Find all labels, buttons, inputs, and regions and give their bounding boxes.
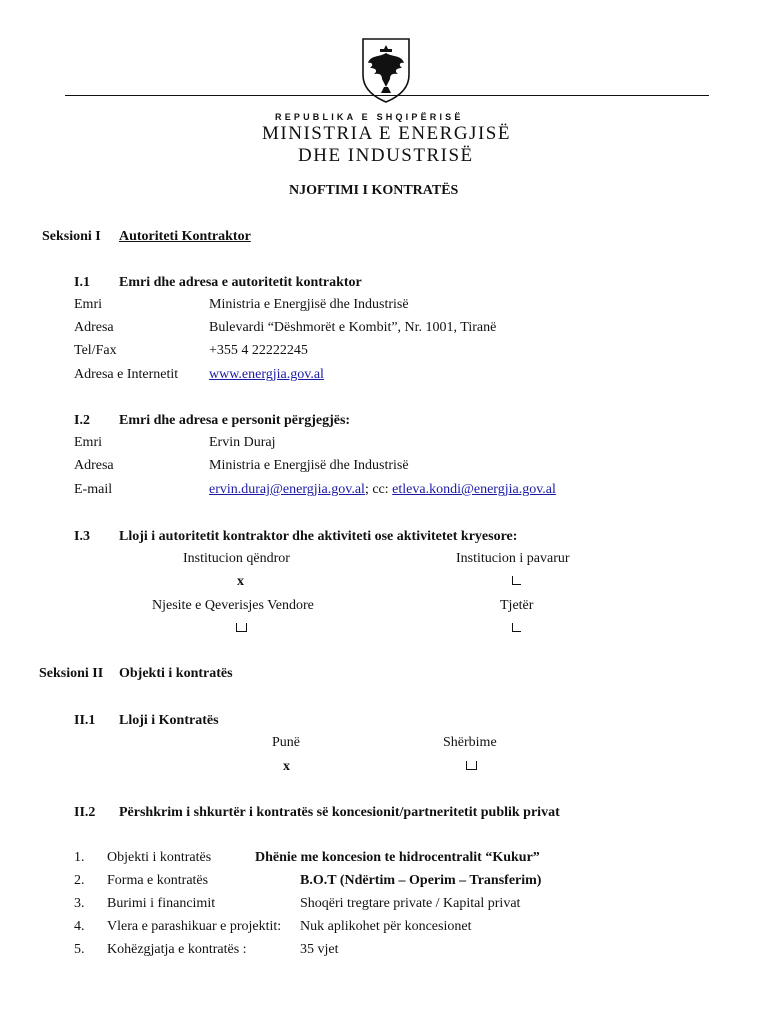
empty-checkbox-icon bbox=[512, 576, 521, 585]
ii1-option-services: Shërbime bbox=[443, 735, 497, 750]
ii1-number: II.1 bbox=[74, 713, 96, 728]
i3-number: I.3 bbox=[74, 529, 90, 544]
ministry-name-line2: DHE INDUSTRISË bbox=[298, 145, 474, 166]
i2-heading: Emri dhe adresa e personit përgjegjës: bbox=[119, 413, 351, 428]
empty-checkbox-icon bbox=[236, 623, 247, 632]
list-item-label: Forma e kontratës bbox=[107, 873, 209, 888]
cc-email-link[interactable]: etleva.kondi@energjia.gov.al bbox=[392, 482, 556, 497]
i2-email-key: E-mail bbox=[74, 482, 113, 497]
list-item-value: Shoqëri tregtare private / Kapital privat bbox=[300, 896, 521, 911]
ii1-works-checkmark: x bbox=[283, 759, 290, 774]
republic-heading: REPUBLIKA E SHQIPËRISË bbox=[275, 112, 464, 122]
email-link[interactable]: ervin.duraj@energjia.gov.al bbox=[209, 482, 365, 497]
list-item-label: Kohëzgjatja e kontratës : bbox=[107, 942, 247, 957]
i3-local-gov-checkbox[interactable] bbox=[236, 620, 247, 638]
document-title: NJOFTIMI I KONTRATËS bbox=[289, 183, 459, 198]
i1-name-value: Ministria e Energjisë dhe Industrisë bbox=[209, 297, 409, 312]
i1-number: I.1 bbox=[74, 275, 90, 290]
ii2-number: II.2 bbox=[74, 805, 96, 820]
i3-other-checkbox[interactable] bbox=[512, 620, 521, 638]
ministry-name-line1: MINISTRIA E ENERGJISË bbox=[262, 123, 511, 144]
section2-title: Objekti i kontratës bbox=[119, 666, 233, 681]
section2-label: Seksioni II bbox=[39, 666, 104, 681]
i2-address-key: Adresa bbox=[74, 458, 114, 473]
i3-central-checkmark: x bbox=[237, 574, 244, 589]
list-item-number: 4. bbox=[74, 919, 85, 934]
i2-email-row bbox=[209, 481, 556, 499]
i2-name-key: Emri bbox=[74, 435, 102, 450]
list-item-label: Objekti i kontratës bbox=[107, 850, 212, 865]
i1-telfax-key: Tel/Fax bbox=[74, 343, 117, 358]
ii1-heading: Lloji i Kontratës bbox=[119, 713, 219, 728]
website-link[interactable]: www.energjia.gov.al bbox=[209, 367, 324, 382]
i2-number: I.2 bbox=[74, 413, 90, 428]
i1-name-key: Emri bbox=[74, 297, 102, 312]
i1-heading: Emri dhe adresa e autoritetit kontraktor bbox=[119, 275, 362, 290]
i3-option-other: Tjetër bbox=[500, 598, 534, 613]
list-item-value: B.O.T (Ndërtim – Operim – Transferim) bbox=[300, 873, 542, 888]
ii1-option-works: Punë bbox=[272, 735, 300, 750]
cc-label: ; cc: bbox=[364, 482, 393, 497]
list-item-number: 1. bbox=[74, 850, 85, 865]
list-item-value: 35 vjet bbox=[300, 942, 339, 957]
empty-checkbox-icon bbox=[466, 761, 477, 770]
list-item-value: Dhënie me koncesion te hidrocentralit “Kukur” bbox=[255, 850, 540, 865]
i2-name-value: Ervin Duraj bbox=[209, 435, 276, 450]
list-item-label: Burimi i financimit bbox=[107, 896, 216, 911]
i3-option-independent: Institucion i pavarur bbox=[456, 551, 570, 566]
ii2-heading: Përshkrim i shkurtër i kontratës së koncesionit/partneritetit publik privat bbox=[119, 805, 560, 820]
i3-option-central: Institucion qëndror bbox=[183, 551, 290, 566]
empty-checkbox-icon bbox=[512, 623, 521, 632]
i3-option-local-gov: Njesite e Qeverisjes Vendore bbox=[152, 598, 314, 613]
i1-website-key: Adresa e Internetit bbox=[74, 367, 179, 382]
ii1-services-checkbox[interactable] bbox=[466, 758, 477, 776]
i2-address-value: Ministria e Energjisë dhe Industrisë bbox=[209, 458, 409, 473]
i1-address-key: Adresa bbox=[74, 320, 114, 335]
section1-label: Seksioni I bbox=[42, 229, 101, 244]
list-item-number: 5. bbox=[74, 942, 85, 957]
list-item-label: Vlera e parashikuar e projektit: bbox=[107, 919, 282, 934]
list-item-number: 3. bbox=[74, 896, 85, 911]
i1-telfax-value: +355 4 22222245 bbox=[209, 343, 308, 358]
section1-title: Autoriteti Kontraktor bbox=[119, 229, 251, 244]
i3-heading: Lloji i autoritetit kontraktor dhe aktiviteti ose aktivitetet kryesore: bbox=[119, 529, 518, 544]
i3-independent-checkbox[interactable] bbox=[512, 573, 521, 591]
i1-address-value: Bulevardi “Dëshmorët e Kombit”, Nr. 1001, Tiranë bbox=[209, 320, 497, 335]
list-item-value: Nuk aplikohet për koncesionet bbox=[300, 919, 472, 934]
albanian-emblem-icon bbox=[360, 35, 412, 103]
header-rule bbox=[65, 95, 709, 96]
list-item-number: 2. bbox=[74, 873, 85, 888]
